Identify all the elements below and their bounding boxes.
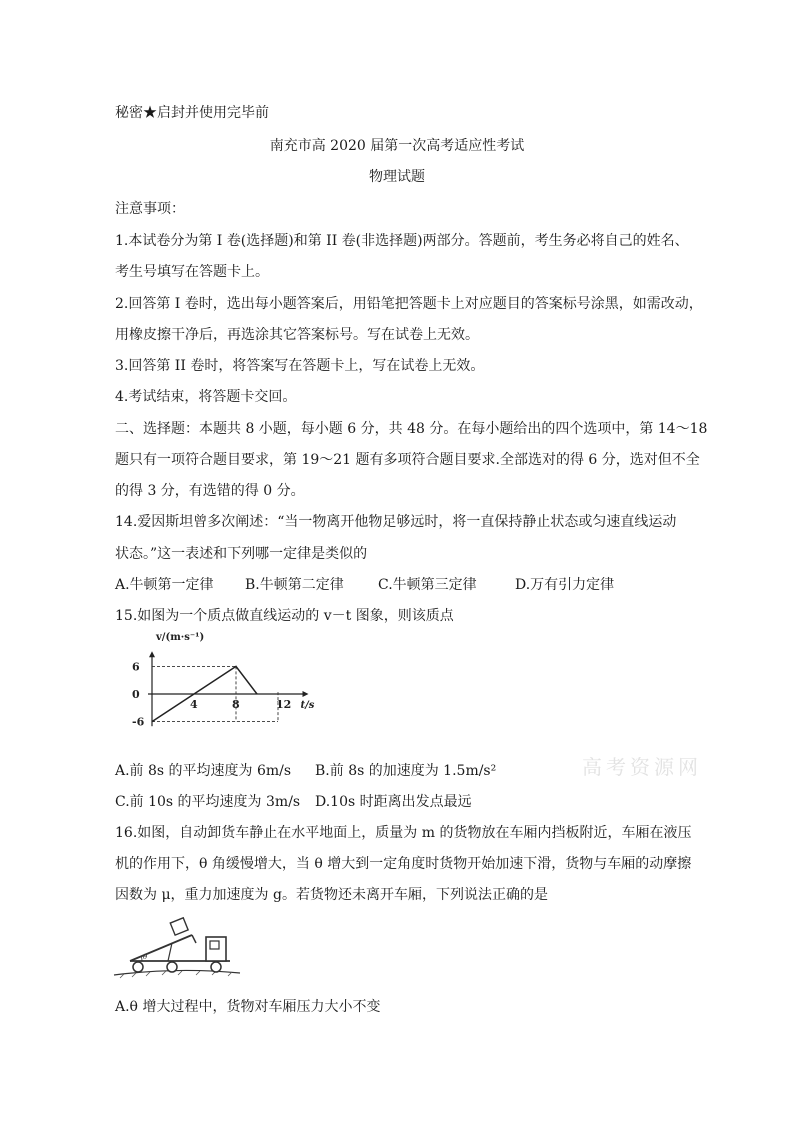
x-axis-arrow [303, 691, 309, 697]
watermark: 高考资源网 [582, 755, 702, 779]
notice-line: 3.回答第 II 卷时，将答案写在答题卡上，写在试卷上无效。 [115, 358, 485, 374]
x-tick-label: 4 [190, 698, 198, 711]
q15-option-b: B.前 8s 的加速度为 1.5m/s² [315, 763, 497, 779]
notice-line: 1.本试卷分为第 I 卷(选择题)和第 II 卷(非选择题)两部分。答题前，考生务必将自己的姓名、 [115, 233, 689, 249]
tailgate [192, 935, 196, 943]
notice-line: 用橡皮擦干净后，再选涂其它答案标号。写在试卷上无效。 [115, 327, 479, 343]
question-14-stem: 14.爱因斯坦曾多次阐述：“当一物离开他物足够远时，将一直保持静止状态或匀速直线运动 [115, 514, 677, 530]
subject-title: 物理试题 [369, 169, 425, 185]
wheel [133, 962, 143, 972]
question-16-stem: 16.如图，自动卸货车静止在水平地面上，质量为 m 的货物放在车厢内挡板附近，车厢在液压 [115, 825, 692, 841]
y-tick-label: -6 [132, 715, 145, 729]
wheel [211, 962, 221, 972]
question-14-stem: 状态。”这一表述和下列哪一定律是类似的 [115, 546, 368, 562]
q14-option-c: C.牛顿第三定律 [378, 577, 477, 593]
q14-option-d: D.万有引力定律 [515, 577, 615, 593]
q14-option-a: A.牛顿第一定律 [115, 577, 214, 593]
cargo-box [170, 918, 188, 935]
question-16-stem: 机的作用下，θ 角缓慢增大，当 θ 增大到一定角度时货物开始加速下滑，货物与车厢的动摩擦 [115, 856, 692, 872]
theta-label: θ [143, 953, 148, 961]
ground-line [114, 970, 240, 975]
notice-line: 4.考试结束，将答题卡交回。 [115, 389, 297, 405]
y-tick-label: 6 [132, 660, 140, 674]
notice-line: 2.回答第 I 卷时，选出每小题答案后，用铅笔把答题卡上对应题目的答案标号涂黑，如需改动， [115, 296, 703, 312]
wheel [167, 962, 177, 972]
q15-option-d: D.10s 时距离出发点最远 [315, 794, 472, 810]
x-tick-label: 8 [232, 698, 240, 711]
section-instructions: 二、选择题：本题共 8 小题，每小题 6 分，共 48 分。在每小题给出的四个选项中，第 14～18 [115, 421, 708, 437]
question-16-stem: 因数为 μ，重力加速度为 g。若货物还未离开车厢，下列说法正确的是 [115, 887, 548, 903]
exam-title: 南充市高 2020 届第一次高考适应性考试 [269, 138, 525, 154]
tilted-bed [130, 935, 192, 961]
confidential-mark: 秘密★启封并使用完毕前 [115, 105, 269, 121]
q16-option-a: A.θ 增大过程中，货物对车厢压力大小不变 [115, 999, 381, 1015]
question-15-stem: 15.如图为一个质点做直线运动的 v－t 图象，则该质点 [115, 608, 454, 624]
y-tick-label: 0 [132, 688, 140, 701]
cab-window [210, 941, 219, 949]
notice-line: 考生号填写在答题卡上。 [115, 264, 269, 280]
section-instructions: 题只有一项符合题目要求，第 19～21 题有多项符合题目要求.全部选对的得 6 分，选对但不全 [115, 452, 700, 468]
y-axis-arrow [149, 651, 155, 657]
vt-graph [110, 628, 315, 748]
y-axis-label: v/(m·s⁻¹) [156, 632, 205, 643]
dump-truck-figure [112, 915, 242, 983]
notice-heading: 注意事项： [115, 201, 185, 217]
x-tick-label: 12 [276, 698, 292, 711]
q14-option-b: B.牛顿第二定律 [245, 577, 344, 593]
x-axis-label: t/s [300, 700, 315, 711]
section-instructions: 的得 3 分，有选错的得 0 分。 [115, 483, 305, 499]
q15-option-a: A.前 8s 的平均速度为 6m/s [115, 763, 292, 779]
q15-option-c: C.前 10s 的平均速度为 3m/s [115, 794, 301, 810]
